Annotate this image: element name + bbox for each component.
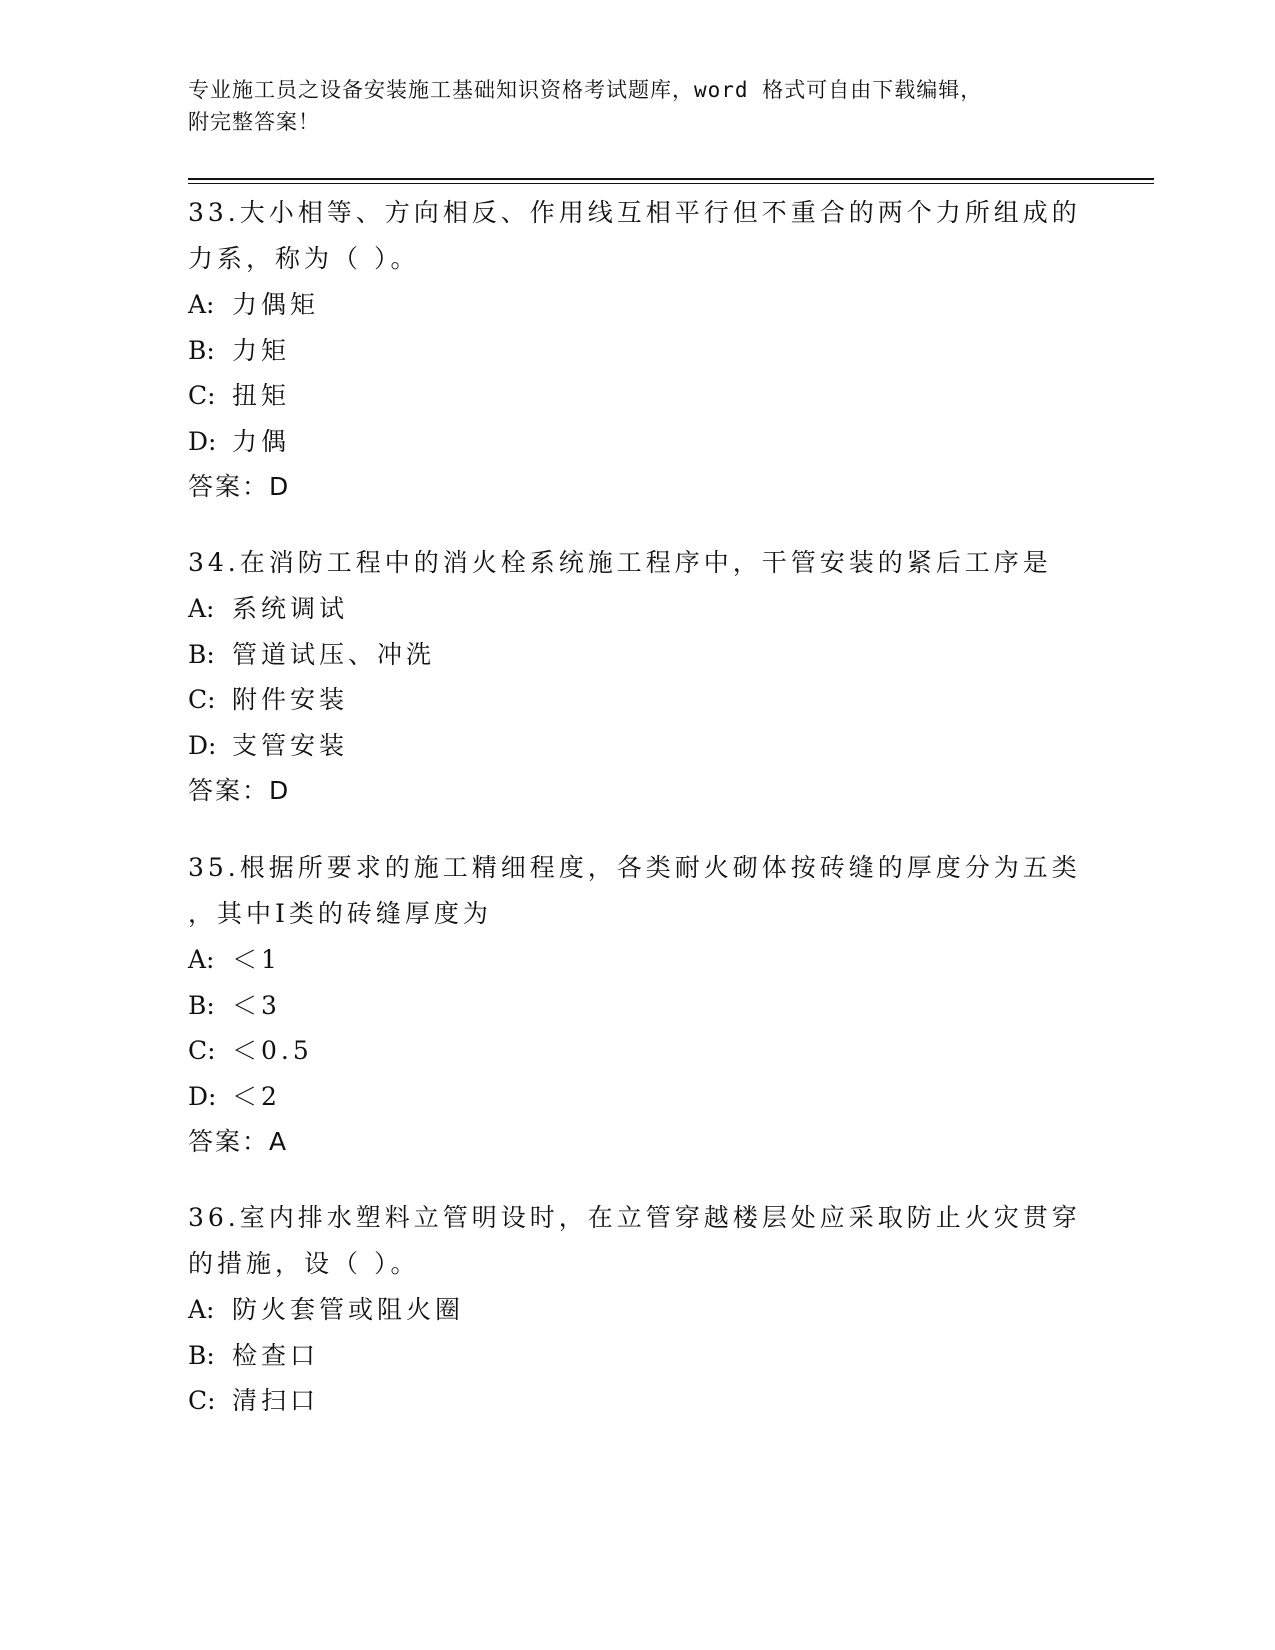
option-text: ＜3: [232, 990, 281, 1020]
option-b: [188, 1333, 1108, 1379]
answer-line: 答案：D: [188, 472, 291, 501]
option-key: D:: [188, 1081, 217, 1111]
option-key: D:: [188, 730, 217, 760]
option-key: A:: [188, 594, 215, 623]
question-35: [188, 845, 1108, 1165]
option-key: B:: [188, 335, 215, 365]
option-text: 力矩: [232, 335, 291, 365]
option-key: C:: [188, 1386, 216, 1415]
option-text: 支管安装: [232, 730, 349, 760]
answer-line: 答案：D: [188, 776, 291, 805]
option-d: [188, 723, 1108, 769]
document-header: [188, 74, 1088, 138]
option-key: C:: [188, 381, 216, 410]
option-text: 扭矩: [232, 381, 291, 410]
option-text: 清扫口: [232, 1386, 320, 1415]
option-b: [188, 983, 1108, 1029]
option-text: 防火套管或阻火圈: [232, 1295, 465, 1324]
option-key: B:: [188, 639, 215, 669]
option-key: A:: [188, 1295, 215, 1324]
option-d: [188, 1074, 1108, 1120]
option-text: 附件安装: [232, 685, 349, 714]
option-a: [188, 1287, 1108, 1333]
option-key: D:: [188, 426, 217, 456]
question-text-line: 力系，称为（ ）。: [188, 244, 420, 273]
option-key: B:: [188, 990, 215, 1020]
option-c: [188, 677, 1108, 723]
question-text-line: ，其中Ⅰ类的砖缝厚度为: [188, 899, 492, 928]
option-key: C:: [188, 685, 216, 714]
option-key: C:: [188, 1036, 216, 1065]
header-line-1: 专业施工员之设备安装施工基础知识资格考试题库，word 格式可自由下载编辑，: [188, 78, 983, 102]
option-c: [188, 1028, 1108, 1074]
option-a: [188, 282, 1108, 328]
question-text-line: 34.在消防工程中的消火栓系统施工程序中，干管安装的紧后工序是: [188, 548, 1052, 577]
option-a: [188, 586, 1108, 632]
question-34: [188, 540, 1108, 814]
question-33: [188, 190, 1108, 510]
option-text: 管道试压、冲洗: [232, 639, 436, 669]
option-text: 系统调试: [232, 594, 349, 623]
option-text: 力偶矩: [232, 290, 320, 319]
question-text-line: 33.大小相等、方向相反、作用线互相平行但不重合的两个力所组成的: [188, 198, 1081, 227]
question-text-line: 35.根据所要求的施工精细程度，各类耐火砌体按砖缝的厚度分为五类: [188, 853, 1081, 882]
option-key: A:: [188, 290, 215, 319]
header-divider-thick: [188, 178, 1154, 180]
option-text: 检查口: [232, 1340, 320, 1370]
answer-line: 答案：A: [188, 1127, 289, 1156]
option-c: [188, 1378, 1108, 1424]
option-a: [188, 937, 1108, 983]
option-key: A:: [188, 945, 215, 974]
question-text-line: 36.室内排水塑料立管明设时，在立管穿越楼层处应采取防止火灾贯穿: [188, 1203, 1081, 1232]
question-text-line: 的措施，设（ ）。: [188, 1249, 420, 1278]
option-c: [188, 373, 1108, 419]
option-d: [188, 419, 1108, 465]
option-text: ＜2: [232, 1081, 281, 1111]
option-text: ＜1: [232, 945, 281, 974]
option-text: 力偶: [232, 426, 291, 456]
header-divider-thin: [188, 183, 1154, 184]
question-36: [188, 1195, 1108, 1424]
option-key: B:: [188, 1340, 215, 1370]
header-line-2: 附完整答案！: [188, 110, 320, 134]
option-b: [188, 328, 1108, 374]
option-b: [188, 632, 1108, 678]
option-text: ＜0.5: [232, 1036, 313, 1065]
